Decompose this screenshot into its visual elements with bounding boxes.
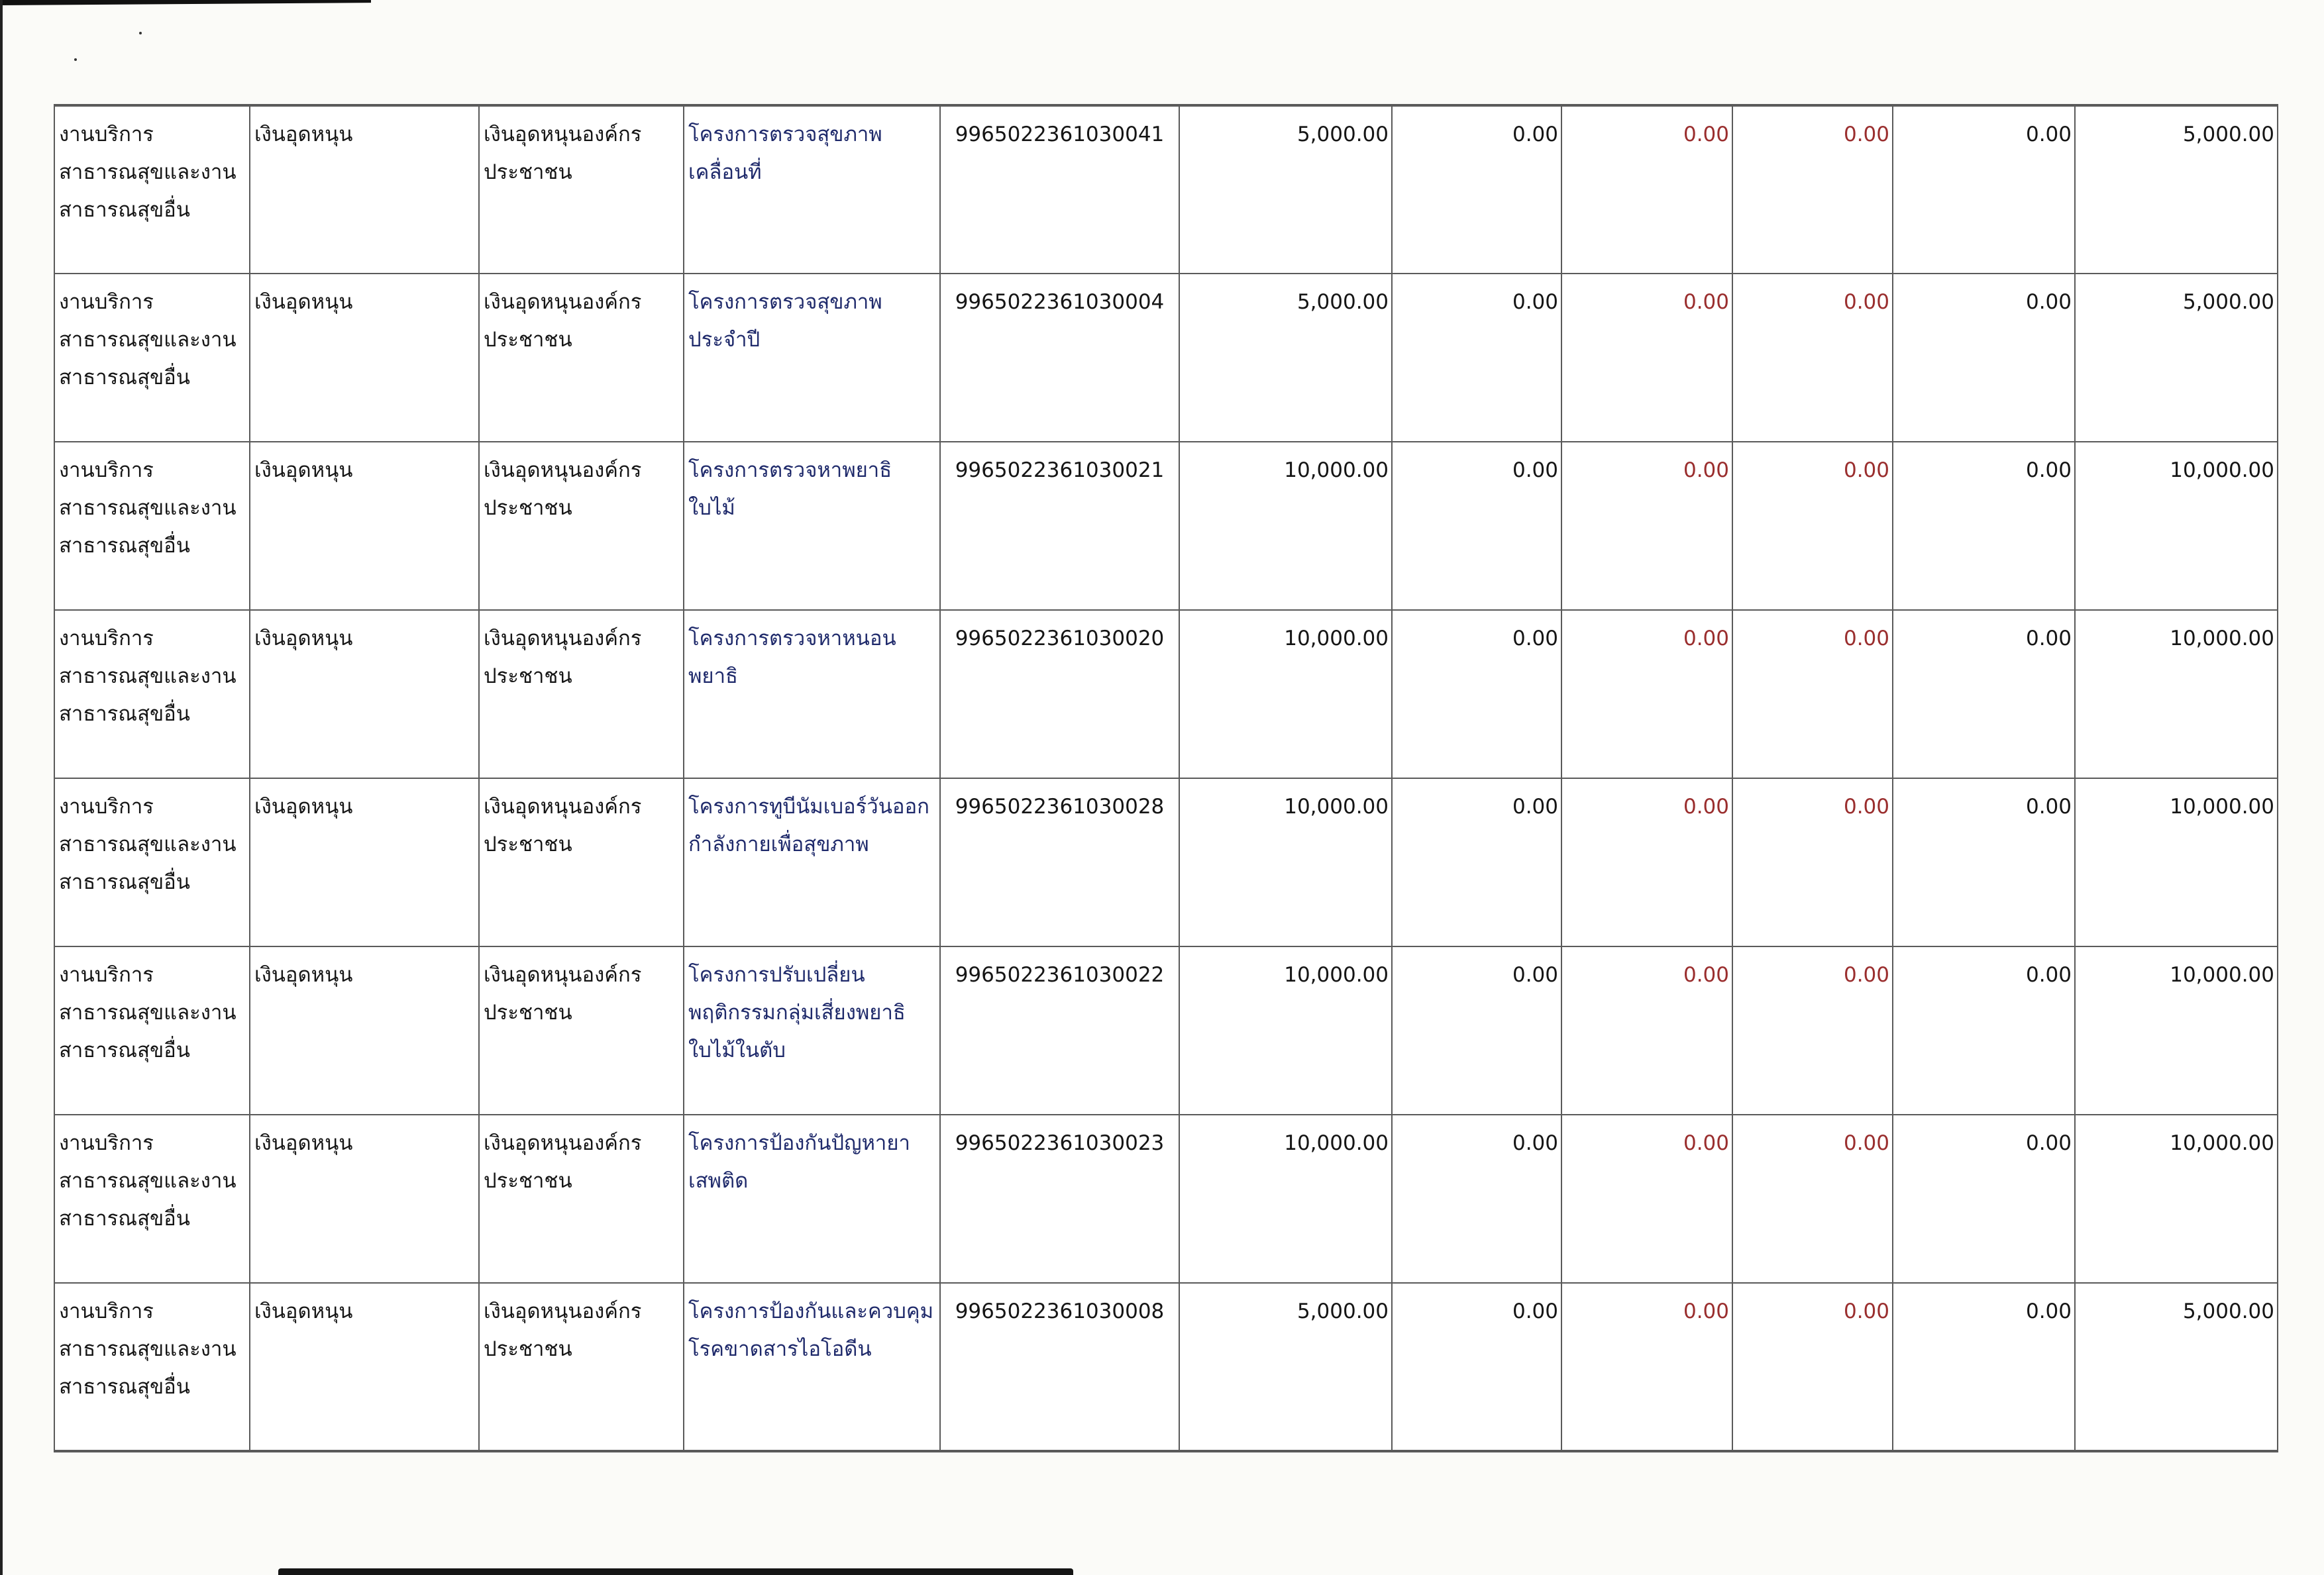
table-row xyxy=(54,946,2278,1115)
cell-remaining: 5,000.00 xyxy=(2075,105,2278,274)
cell-remaining: 10,000.00 xyxy=(2075,442,2278,610)
table-row xyxy=(54,1115,2278,1283)
cell-budget-amount: 5,000.00 xyxy=(1179,274,1392,442)
cell-budget-subtype: เงินอุดหนุนองค์กรประชาชน xyxy=(479,274,684,442)
cell-budget-type: เงินอุดหนุน xyxy=(250,442,479,610)
cell-amount-b: 0.00 xyxy=(1561,1115,1732,1283)
cell-budget-type: เงินอุดหนุน xyxy=(250,1115,479,1283)
cell-section: งานบริการสาธารณสุขและงานสาธารณสุขอื่น xyxy=(54,1283,250,1451)
cell-budget-subtype: เงินอุดหนุนองค์กรประชาชน xyxy=(479,778,684,946)
cell-budget-amount: 10,000.00 xyxy=(1179,1115,1392,1283)
cell-amount-c: 0.00 xyxy=(1732,442,1893,610)
cell-budget-subtype: เงินอุดหนุนองค์กรประชาชน xyxy=(479,442,684,610)
cell-remaining: 10,000.00 xyxy=(2075,778,2278,946)
cell-amount-b: 0.00 xyxy=(1561,946,1732,1115)
cell-amount-c: 0.00 xyxy=(1732,946,1893,1115)
cell-amount-c: 0.00 xyxy=(1732,610,1893,778)
cell-amount-c: 0.00 xyxy=(1732,105,1893,274)
cell-project-code: 9965022361030021 xyxy=(940,442,1179,610)
cell-amount-c: 0.00 xyxy=(1732,778,1893,946)
cell-amount-b: 0.00 xyxy=(1561,105,1732,274)
cell-project: โครงการปรับเปลี่ยนพฤติกรรมกลุ่มเสี่ยงพยาธิใบไม้ในตับ xyxy=(684,946,940,1115)
cell-amount-d: 0.00 xyxy=(1893,274,2075,442)
cell-section: งานบริการสาธารณสุขและงานสาธารณสุขอื่น xyxy=(54,1115,250,1283)
table-row xyxy=(54,105,2278,274)
cell-amount-c: 0.00 xyxy=(1732,1115,1893,1283)
cell-budget-type: เงินอุดหนุน xyxy=(250,274,479,442)
cell-amount-a: 0.00 xyxy=(1392,105,1561,274)
cell-amount-a: 0.00 xyxy=(1392,274,1561,442)
cell-remaining: 10,000.00 xyxy=(2075,946,2278,1115)
scan-edge-top xyxy=(0,0,371,5)
cell-amount-d: 0.00 xyxy=(1893,778,2075,946)
table-row xyxy=(54,274,2278,442)
table-row xyxy=(54,1283,2278,1451)
cell-amount-a: 0.00 xyxy=(1392,1283,1561,1451)
cell-budget-subtype: เงินอุดหนุนองค์กรประชาชน xyxy=(479,1283,684,1451)
cell-amount-b: 0.00 xyxy=(1561,1283,1732,1451)
cell-amount-b: 0.00 xyxy=(1561,778,1732,946)
cell-section: งานบริการสาธารณสุขและงานสาธารณสุขอื่น xyxy=(54,442,250,610)
cell-amount-c: 0.00 xyxy=(1732,1283,1893,1451)
cell-budget-subtype: เงินอุดหนุนองค์กรประชาชน xyxy=(479,946,684,1115)
scan-edge-left xyxy=(0,0,3,1575)
cell-project-code: 9965022361030020 xyxy=(940,610,1179,778)
cell-budget-amount: 10,000.00 xyxy=(1179,778,1392,946)
cell-amount-d: 0.00 xyxy=(1893,442,2075,610)
cell-budget-subtype: เงินอุดหนุนองค์กรประชาชน xyxy=(479,1115,684,1283)
cell-amount-d: 0.00 xyxy=(1893,105,2075,274)
cell-project-code: 9965022361030041 xyxy=(940,105,1179,274)
cell-project-code: 9965022361030022 xyxy=(940,946,1179,1115)
cell-project: โครงการป้องกันและควบคุมโรคขาดสารไอโอดีน xyxy=(684,1283,940,1451)
cell-section: งานบริการสาธารณสุขและงานสาธารณสุขอื่น xyxy=(54,105,250,274)
cell-remaining: 10,000.00 xyxy=(2075,610,2278,778)
cell-budget-type: เงินอุดหนุน xyxy=(250,610,479,778)
cell-project: โครงการตรวจสุขภาพเคลื่อนที่ xyxy=(684,105,940,274)
cell-budget-amount: 10,000.00 xyxy=(1179,610,1392,778)
cell-amount-a: 0.00 xyxy=(1392,778,1561,946)
cell-section: งานบริการสาธารณสุขและงานสาธารณสุขอื่น xyxy=(54,274,250,442)
cell-amount-a: 0.00 xyxy=(1392,946,1561,1115)
cell-budget-amount: 5,000.00 xyxy=(1179,105,1392,274)
budget-table-body xyxy=(54,105,2278,1451)
cell-amount-d: 0.00 xyxy=(1893,610,2075,778)
cell-project: โครงการทูบีนัมเบอร์วันออกกำลังกายเพื่อสุขภาพ xyxy=(684,778,940,946)
scan-edge-bottom xyxy=(278,1568,1073,1575)
cell-section: งานบริการสาธารณสุขและงานสาธารณสุขอื่น xyxy=(54,778,250,946)
scan-speck xyxy=(74,58,77,61)
cell-budget-amount: 10,000.00 xyxy=(1179,946,1392,1115)
cell-amount-a: 0.00 xyxy=(1392,442,1561,610)
cell-project-code: 9965022361030004 xyxy=(940,274,1179,442)
cell-section: งานบริการสาธารณสุขและงานสาธารณสุขอื่น xyxy=(54,610,250,778)
cell-amount-d: 0.00 xyxy=(1893,1115,2075,1283)
table-row xyxy=(54,778,2278,946)
cell-amount-d: 0.00 xyxy=(1893,946,2075,1115)
cell-budget-amount: 10,000.00 xyxy=(1179,442,1392,610)
table-row xyxy=(54,610,2278,778)
cell-project: โครงการตรวจหาหนอนพยาธิ xyxy=(684,610,940,778)
cell-amount-c: 0.00 xyxy=(1732,274,1893,442)
cell-budget-subtype: เงินอุดหนุนองค์กรประชาชน xyxy=(479,610,684,778)
cell-amount-d: 0.00 xyxy=(1893,1283,2075,1451)
cell-budget-type: เงินอุดหนุน xyxy=(250,105,479,274)
table-row xyxy=(54,442,2278,610)
cell-budget-subtype: เงินอุดหนุนองค์กรประชาชน xyxy=(479,105,684,274)
cell-project-code: 9965022361030023 xyxy=(940,1115,1179,1283)
cell-project: โครงการตรวจสุขภาพประจำปี xyxy=(684,274,940,442)
cell-remaining: 10,000.00 xyxy=(2075,1115,2278,1283)
cell-budget-type: เงินอุดหนุน xyxy=(250,1283,479,1451)
cell-amount-a: 0.00 xyxy=(1392,1115,1561,1283)
cell-project-code: 9965022361030008 xyxy=(940,1283,1179,1451)
cell-remaining: 5,000.00 xyxy=(2075,1283,2278,1451)
cell-project-code: 9965022361030028 xyxy=(940,778,1179,946)
cell-project: โครงการตรวจหาพยาธิใบไม้ xyxy=(684,442,940,610)
cell-remaining: 5,000.00 xyxy=(2075,274,2278,442)
cell-section: งานบริการสาธารณสุขและงานสาธารณสุขอื่น xyxy=(54,946,250,1115)
cell-amount-b: 0.00 xyxy=(1561,442,1732,610)
cell-amount-a: 0.00 xyxy=(1392,610,1561,778)
cell-budget-type: เงินอุดหนุน xyxy=(250,946,479,1115)
cell-budget-type: เงินอุดหนุน xyxy=(250,778,479,946)
cell-amount-b: 0.00 xyxy=(1561,274,1732,442)
cell-budget-amount: 5,000.00 xyxy=(1179,1283,1392,1451)
cell-amount-b: 0.00 xyxy=(1561,610,1732,778)
scan-speck xyxy=(139,32,142,34)
cell-project: โครงการป้องกันปัญหายาเสพติด xyxy=(684,1115,940,1283)
budget-table xyxy=(54,104,2278,1452)
